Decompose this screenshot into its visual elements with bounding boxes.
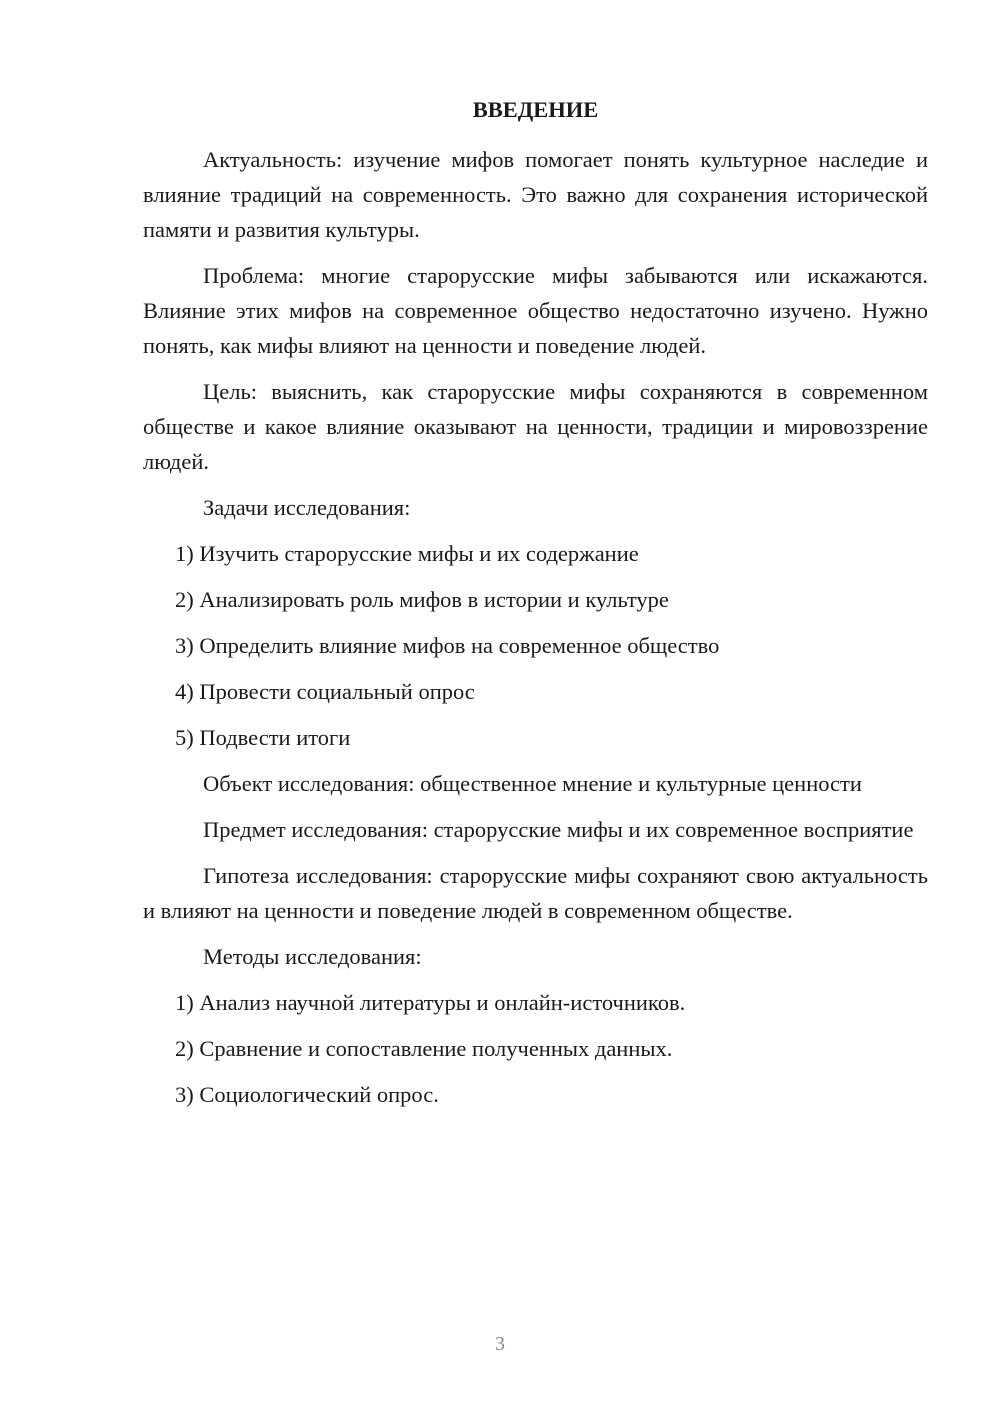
list-item: 4) Провести социальный опрос	[175, 679, 475, 704]
goal-paragraph: Цель: выяснить, как старорусские мифы сохраняются в современном обществе и какое влияние оказывают на ценности, традиции и мировоззрение людей.	[143, 379, 928, 474]
relevance-paragraph: Актуальность: изучение мифов помогает понять культурное наследие и влияние традиций на современность. Это важно для сохранения исторической памяти и развития культуры.	[143, 147, 928, 242]
hypothesis-paragraph: Гипотеза исследования: старорусские мифы сохраняют свою актуальность и влияют на ценности и поведение людей в современном обществе.	[143, 863, 928, 923]
object-paragraph: Объект исследования: общественное мнение и культурные ценности	[203, 771, 862, 796]
problem-paragraph: Проблема: многие старорусские мифы забываются или искажаются. Влияние этих мифов на современное общество недостаточно изучено. Нужно понять, как мифы влияют на ценности и поведение людей.	[143, 263, 928, 358]
list-item: 1) Изучить старорусские мифы и их содержание	[175, 541, 639, 566]
page-number: 3	[495, 1333, 505, 1355]
list-item: 2) Анализировать роль мифов в истории и культуре	[175, 587, 669, 612]
methods-heading: Методы исследования:	[203, 944, 422, 969]
list-item: 3) Определить влияние мифов на современное общество	[175, 633, 720, 658]
tasks-list	[143, 536, 928, 755]
page-title: ВВЕДЕНИЕ	[472, 97, 599, 122]
list-item: 3) Социологический опрос.	[175, 1082, 439, 1107]
tasks-heading: Задачи исследования:	[203, 495, 411, 520]
methods-list	[143, 985, 928, 1112]
list-item: 5) Подвести итоги	[175, 725, 351, 750]
document-body	[143, 92, 928, 1123]
list-item: 1) Анализ научной литературы и онлайн-источников.	[175, 990, 686, 1015]
list-item: 2) Сравнение и сопоставление полученных данных.	[175, 1036, 673, 1061]
subject-paragraph: Предмет исследования: старорусские мифы и их современное восприятие	[203, 817, 914, 842]
